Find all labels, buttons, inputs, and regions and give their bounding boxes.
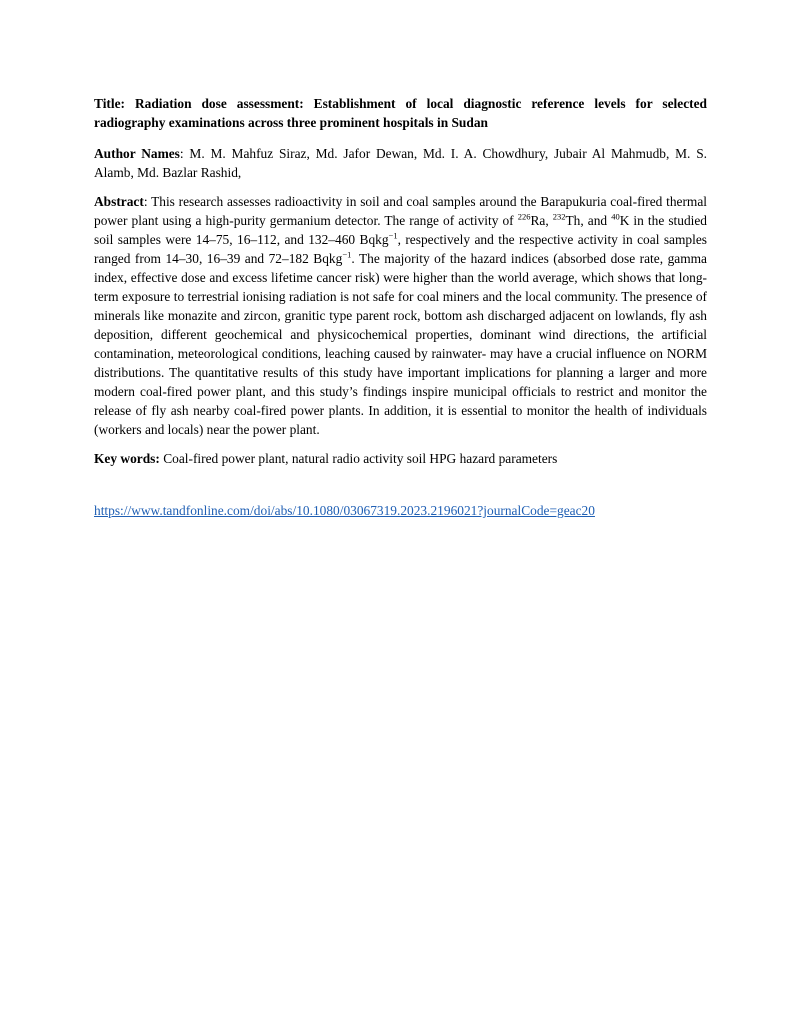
- abstract-text-2: K in the studied soil samples were 14–75, 16–112, and 132–460 Bqkg: [94, 213, 707, 247]
- link-paragraph: [94, 501, 707, 520]
- abstract-text-3: , respectively and the respective activity in coal samples ranged from 14–30, 16–39 and 72–182 Bqkg: [94, 232, 707, 266]
- abstract-text-1: : This research assesses radioactivity in soil and coal samples around the Barapukuria coal-fired thermal power plant using a high-purity germanium detector. The range of activity of: [94, 194, 707, 228]
- abstract-paragraph: [94, 192, 707, 439]
- abstract-sup-k: 40: [611, 211, 620, 222]
- keywords-label: Key words:: [94, 451, 160, 466]
- abstract-sup-unit-1: −1: [388, 230, 398, 241]
- document-body: [94, 94, 707, 530]
- authors-paragraph: [94, 144, 707, 182]
- abstract-sup-unit-2: −1: [342, 249, 352, 260]
- abstract-sup-ra: 226: [517, 211, 531, 222]
- abstract-label: Abstract: [94, 194, 144, 209]
- article-link[interactable]: https://www.tandfonline.com/doi/abs/10.1080/03067319.2023.2196021?journalCode=geac20: [94, 503, 595, 518]
- title-label: Title:: [94, 96, 125, 111]
- abstract-ra: Ra,: [530, 213, 553, 228]
- authors-text: : M. M. Mahfuz Siraz, Md. Jafor Dewan, Md. I. A. Chowdhury, Jubair Al Mahmudb, M. S. Alamb, Md. Bazlar Rashid,: [94, 146, 707, 180]
- keywords-text: Coal-fired power plant, natural radio activity soil HPG hazard parameters: [159, 451, 558, 466]
- title-text: Radiation dose assessment: Establishment of local diagnostic reference levels for selected radiography examinations across three prominent hospitals in Sudan: [94, 96, 707, 130]
- keywords-paragraph: [94, 449, 707, 468]
- abstract-sup-th: 232: [552, 211, 566, 222]
- abstract-text-4: . The majority of the hazard indices (absorbed dose rate, gamma index, effective dose and excess lifetime cancer risk) were higher than the world average, which shows that long-term exposure to terrestrial ionising radiation is not safe for coal miners and the local community. The presence of minerals like monazite and zircon, granitic type parent rock, bottom ash discharged adjacent on lowlands, fly ash deposition, different geochemical and physicochemical properties, dominant wind directions, the artificial contamination, meteorological conditions, leaching caused by rainwater- may have a crucial influence on NORM distributions. The quantitative results of this study have important implications for planning a larger and more modern coal-fired power plant, and this study’s findings inspire municipal officials to restrict and monitor the release of fly ash nearby coal-fired power plants. In addition, it is essential to monitor the health of individuals (workers and locals) near the power plant.: [94, 251, 707, 437]
- abstract-th: Th, and: [565, 213, 612, 228]
- title-paragraph: [94, 94, 707, 132]
- authors-label: Author Names: [94, 146, 180, 161]
